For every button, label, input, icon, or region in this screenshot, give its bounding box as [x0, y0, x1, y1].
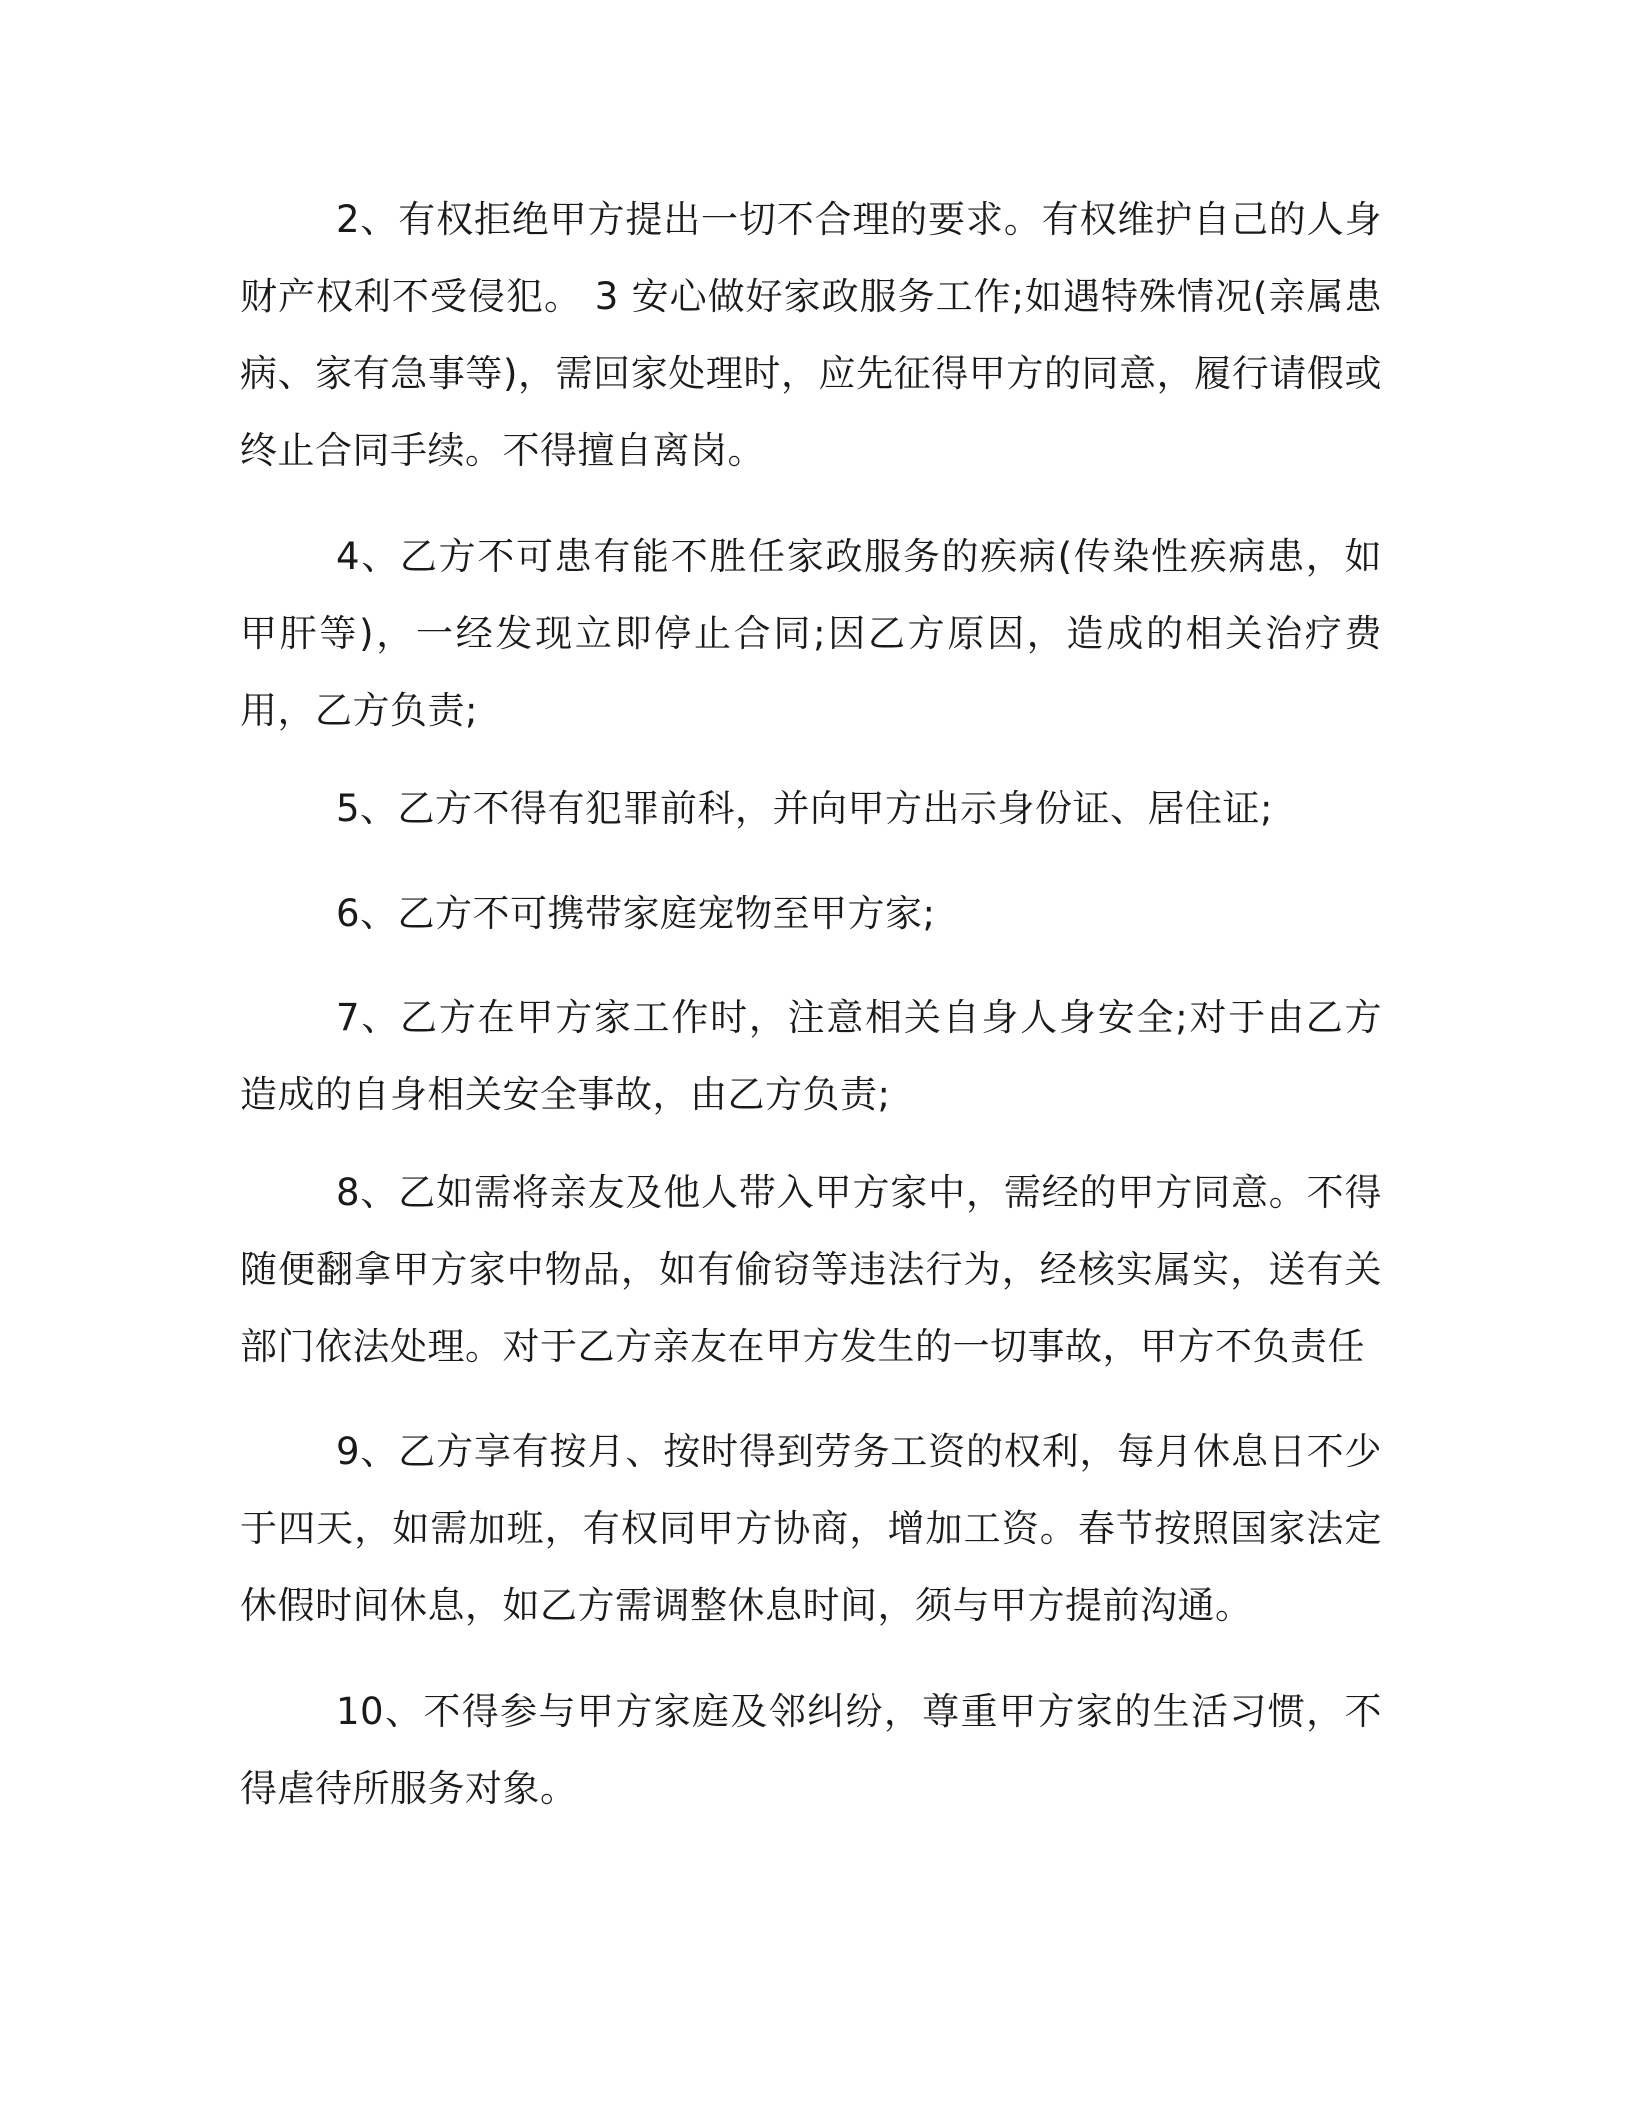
clause-9: 9、乙方享有按月、按时得到劳务工资的权利，每月休息日不少于四天，如需加班，有权同甲方协商，增加工资。春节按照国家法定休假时间休息，如乙方需调整休息时间，须与甲方提前沟通。 [240, 1430, 1382, 1627]
clause-10: 10、不得参与甲方家庭及邻纠纷，尊重甲方家的生活习惯，不得虐待所服务对象。 [240, 1690, 1382, 1810]
clause-8: 8、乙如需将亲友及他人带入甲方家中，需经的甲方同意。不得随便翻拿甲方家中物品，如有偷窃等违法行为，经核实属实，送有关部门依法处理。对于乙方亲友在甲方发生的一切事故，甲方不负责任 [240, 1171, 1382, 1368]
clause-7: 7、乙方在甲方家工作时，注意相关自身人身安全;对于由乙方造成的自身相关安全事故，由乙方负责; [240, 996, 1382, 1116]
clause-2: 2、有权拒绝甲方提出一切不合理的要求。有权维护自己的人身财产权利不受侵犯。 3 安心做好家政服务工作;如遇特殊情况(亲属患病、家有急事等)，需回家处理时，应先征得甲方的同意，履行请假或终止合同手续。不得擅自离岗。 [240, 198, 1382, 472]
clause-5: 5、乙方不得有犯罪前科，并向甲方出示身份证、居住证; [336, 787, 1274, 830]
clause-4: 4、乙方不可患有能不胜任家政服务的疾病(传染性疾病患，如甲肝等)，一经发现立即停止合同;因乙方原因，造成的相关治疗费用，乙方负责; [240, 535, 1382, 732]
clause-6: 6、乙方不可携带家庭宠物至甲方家; [336, 892, 936, 935]
